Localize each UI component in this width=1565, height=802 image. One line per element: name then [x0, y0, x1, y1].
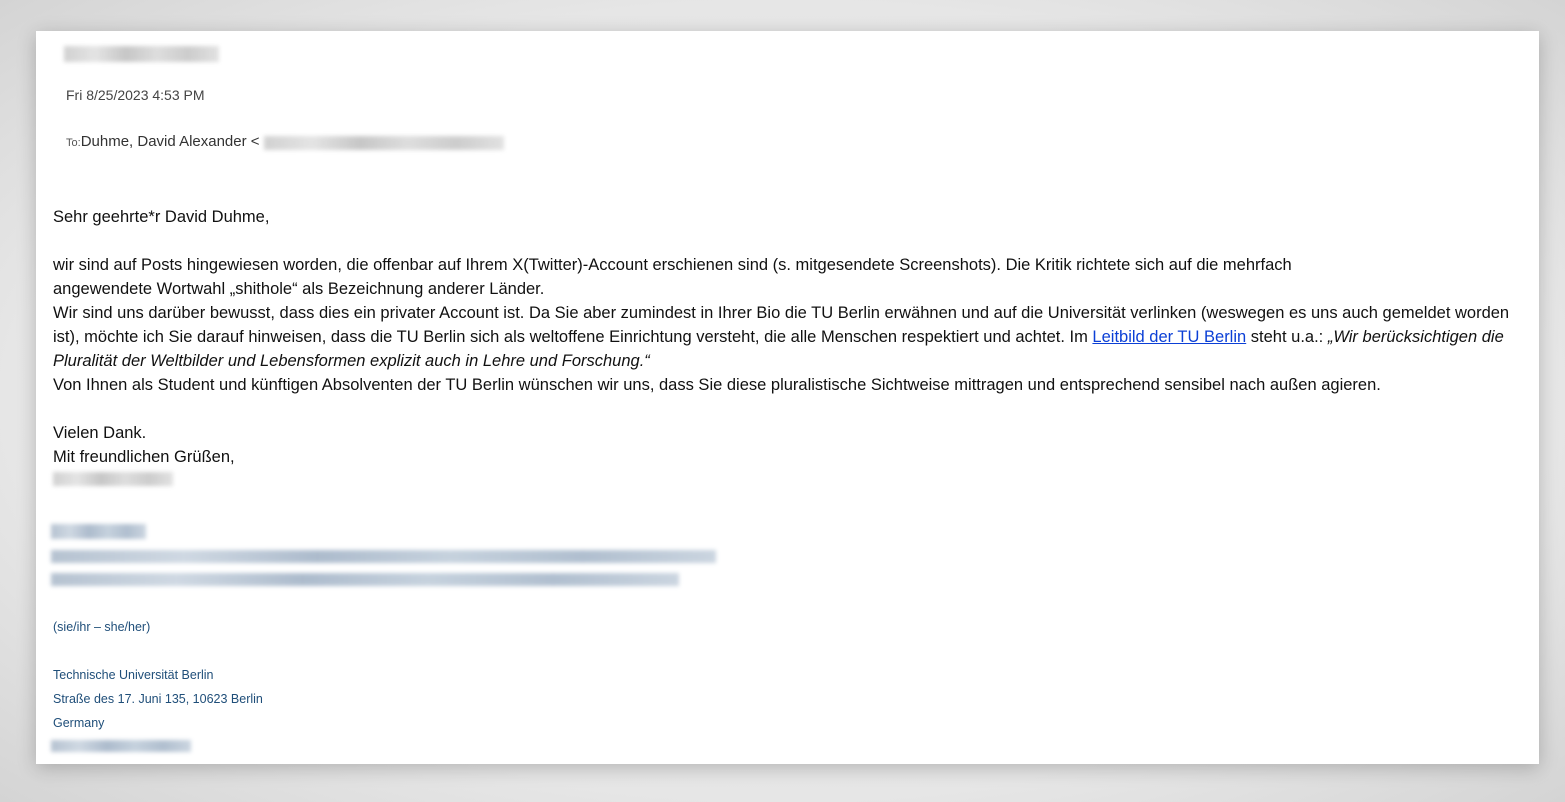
redacted-signature-name: [51, 524, 146, 539]
redacted-sender-name: [64, 46, 219, 62]
email-recipient[interactable]: [66, 133, 260, 150]
email-date: Fri 8/25/2023 4:53 PM: [66, 87, 205, 103]
signature-street: Straße des 17. Juni 135, 10623 Berlin: [53, 692, 263, 706]
recipient-bracket: <: [250, 133, 260, 150]
paragraph-2: [53, 301, 1513, 373]
paragraph-1: [53, 253, 1513, 301]
signature-country: Germany: [53, 716, 105, 730]
thanks: Vielen Dank.: [53, 424, 147, 442]
leitbild-link[interactable]: Leitbild der TU Berlin: [1092, 328, 1247, 346]
paragraph-2-after: steht u.a.:: [1246, 328, 1328, 346]
redacted-signature-title-line-1: [51, 550, 716, 563]
paragraph-2-text: Wir sind uns darüber bewusst, dass dies ein privater Account ist. Da Sie aber zumindest in Ihrer Bio die TU Berlin erwähnen und auf die Universität verlinken (weswegen es uns auch gemeldet worden ist), möchte ich Sie darauf hinweisen, dass die TU Berlin sich als weltoffene Einrichtung versteht, die alle Menschen respektiert und achtet. Im: [53, 304, 1510, 346]
paragraph-1-line-1: wir sind auf Posts hingewiesen worden, die offenbar auf Ihrem X(Twitter)-Account erschienen sind (s. mitgesendete Screenshots). Die Kritik richtete sich auf die mehrfach: [53, 256, 1292, 274]
redacted-signoff-name: [53, 472, 173, 486]
paragraph-1-line-2: angewendete Wortwahl „shithole“ als Bezeichnung anderer Länder.: [53, 280, 545, 298]
leitbild-quote: „Wir berücksichtigen die Pluralität der Weltbilder und Lebensformen explizit auch in Lehre und Forschung.“: [53, 328, 1504, 370]
to-label: To:: [66, 137, 81, 149]
closing: Mit freundlichen Grüßen,: [53, 448, 235, 466]
greeting: Sehr geehrte*r David Duhme,: [53, 208, 270, 226]
paragraph-3: Von Ihnen als Student und künftigen Absolventen der TU Berlin wünschen wir uns, dass Sie diese pluralistische Sichtweise mittragen und entsprechend sensibel nach außen agieren.: [53, 376, 1381, 394]
signature-pronouns: (sie/ihr – she/her): [53, 620, 151, 634]
email-message-view: [36, 31, 1539, 764]
redacted-signature-title-line-2: [51, 573, 679, 586]
signature-institution: Technische Universität Berlin: [53, 668, 214, 682]
redacted-signature-contact: [51, 740, 191, 752]
email-body: [53, 205, 1513, 469]
redacted-recipient-email: [264, 136, 504, 150]
recipient-name: Duhme, David Alexander: [80, 133, 247, 150]
